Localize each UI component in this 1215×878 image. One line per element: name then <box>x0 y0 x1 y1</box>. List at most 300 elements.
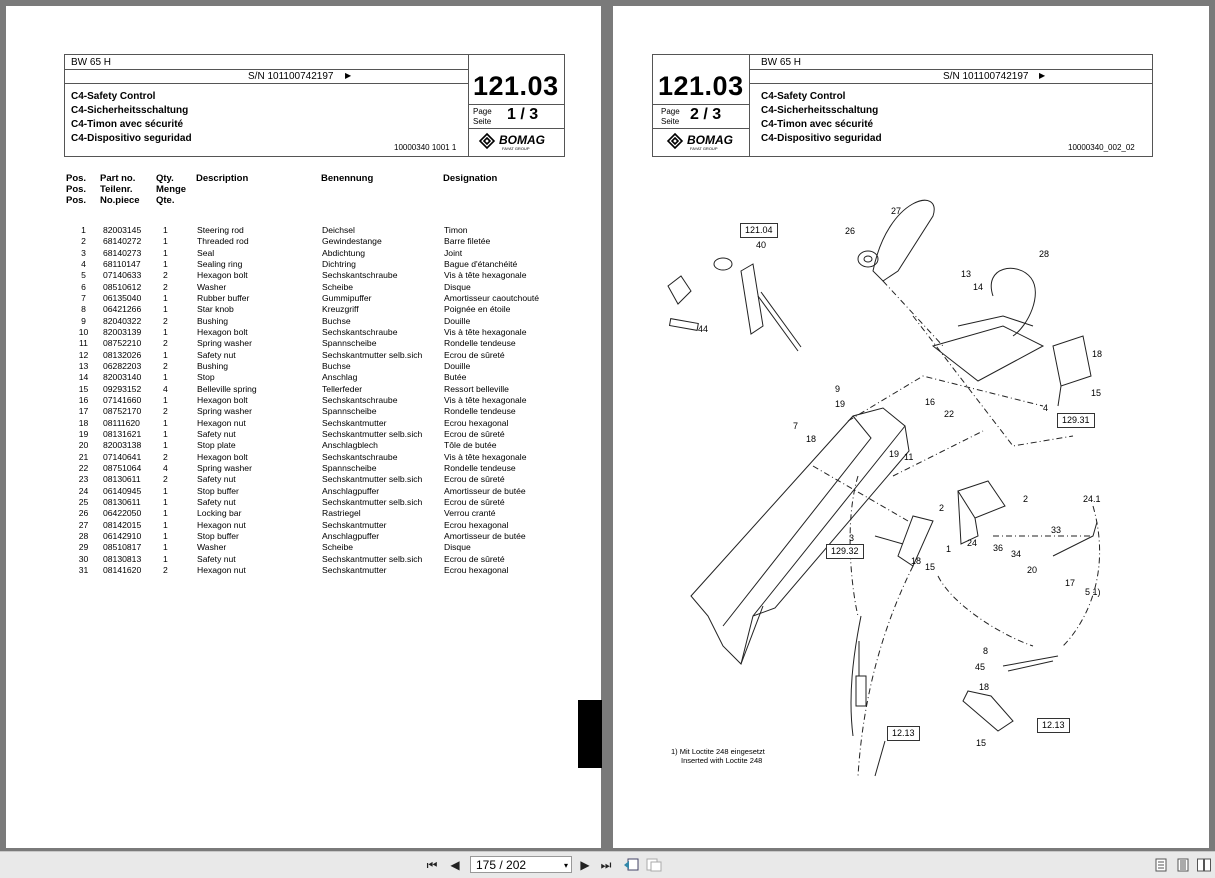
cell-qty: 2 <box>163 281 168 292</box>
cell-description: Hexagon bolt <box>197 270 248 281</box>
left-title-de: C4-Sicherheitsschaltung <box>71 105 189 116</box>
cell-part-no: 82040322 <box>103 315 142 326</box>
table-row[interactable] <box>64 520 539 531</box>
cell-designation: Rondelle tendeuse <box>444 406 516 417</box>
cell-pos: 28 <box>78 530 89 541</box>
table-row[interactable] <box>64 304 539 315</box>
cell-benennung: Anschlag <box>322 372 358 383</box>
cell-designation: Ressort belleville <box>444 383 509 394</box>
cell-benennung: Buchse <box>322 315 351 326</box>
cell-description: Steering rod <box>197 225 244 235</box>
cell-qty: 1 <box>163 247 168 258</box>
callout-number: 20 <box>1027 565 1038 575</box>
right-title-fr: C4-Timon avec sécurité <box>761 119 874 130</box>
table-row[interactable] <box>64 406 539 417</box>
cell-designation: Amortisseur de butée <box>444 485 526 496</box>
cell-qty: 4 <box>163 462 168 473</box>
cell-designation: Bague d'étanchéité <box>444 258 518 269</box>
cell-part-no: 06135040 <box>103 292 142 303</box>
cell-qty: 1 <box>163 519 168 530</box>
right-section-number: 121.03 <box>658 71 744 101</box>
cell-pos: 7 <box>81 292 86 303</box>
cell-qty: 1 <box>163 428 168 439</box>
cell-benennung: Spannscheibe <box>322 338 377 349</box>
cell-qty: 1 <box>163 417 168 428</box>
callout-number: 15 <box>976 738 987 748</box>
callout-number: 44 <box>698 324 709 334</box>
cell-description: Spring washer <box>197 406 252 417</box>
left-page <box>6 6 601 848</box>
parts-table <box>64 225 539 576</box>
callout-number: 15 <box>925 562 936 572</box>
table-row[interactable] <box>64 531 539 542</box>
single-page-view-icon[interactable] <box>1153 856 1169 874</box>
cell-benennung: Sechskantmutter selb.sich <box>322 428 423 439</box>
two-page-view-icon[interactable] <box>1196 856 1212 874</box>
cell-pos: 10 <box>78 326 89 337</box>
table-row[interactable] <box>64 338 539 349</box>
cell-benennung: Rastriegel <box>322 508 361 519</box>
callout-number: 3 <box>849 533 855 543</box>
cell-part-no: 07141660 <box>103 394 142 405</box>
page-dropdown-icon[interactable]: ▾ <box>563 861 568 870</box>
cell-designation: Barre filetée <box>444 236 491 247</box>
cell-part-no: 08142015 <box>103 519 142 530</box>
cell-qty: 2 <box>163 360 168 371</box>
cell-pos: 5 <box>81 270 86 281</box>
cell-qty: 4 <box>163 383 168 394</box>
right-title-en: C4-Safety Control <box>761 91 846 102</box>
cell-designation: Joint <box>444 247 463 258</box>
col-header-description: Description <box>196 173 249 184</box>
cell-description: Safety nut <box>197 496 236 507</box>
cell-part-no: 08131621 <box>103 428 142 439</box>
cell-pos: 12 <box>78 349 89 360</box>
cell-benennung: Sechskantschraube <box>322 451 398 462</box>
callout-number: 28 <box>1039 249 1050 259</box>
cell-benennung: Anschlagpuffer <box>322 485 380 496</box>
cell-qty: 2 <box>163 451 168 462</box>
cell-description: Safety nut <box>197 474 236 485</box>
table-row[interactable] <box>64 293 539 304</box>
table-row[interactable] <box>64 497 539 508</box>
cell-part-no: 08111620 <box>103 417 140 428</box>
cell-qty: 2 <box>163 270 168 281</box>
cell-description: Washer <box>197 542 227 553</box>
callout-number: 24 <box>967 538 978 548</box>
last-page-icon[interactable]: ⏭ <box>600 857 612 872</box>
cell-designation: Ecrou de sûreté <box>444 428 505 439</box>
cell-pos: 3 <box>81 247 86 258</box>
cell-pos: 22 <box>78 462 89 473</box>
cell-part-no: 07140633 <box>103 270 142 281</box>
table-row[interactable] <box>64 350 539 361</box>
cell-designation: Vis à tête hexagonale <box>444 270 527 281</box>
callout-number: 26 <box>845 226 856 236</box>
cell-part-no: 08752210 <box>103 338 142 349</box>
right-model: BW 65 H <box>761 57 802 68</box>
cell-benennung: Spannscheibe <box>322 406 377 417</box>
cell-benennung: Sechskantmutter selb.sich <box>322 553 423 564</box>
cell-pos: 1 <box>81 225 86 235</box>
cell-pos: 6 <box>81 281 86 292</box>
cell-pos: 26 <box>78 508 89 519</box>
left-model: BW 65 H <box>71 57 112 68</box>
callout-number: 14 <box>973 282 984 292</box>
cell-designation: Rondelle tendeuse <box>444 462 516 473</box>
cell-part-no: 82003139 <box>103 326 142 337</box>
callout-number: 45 <box>975 662 986 672</box>
viewer-toolbar <box>0 851 1215 878</box>
cell-description: Hexagon bolt <box>197 394 248 405</box>
footnote-2: Inserted with Loctite 248 <box>681 756 763 765</box>
cell-designation: Timon <box>444 225 468 235</box>
exploded-parts-drawing <box>613 176 1209 796</box>
table-row[interactable] <box>64 395 539 406</box>
cell-description: Locking bar <box>197 508 242 519</box>
cell-pos: 23 <box>78 474 89 485</box>
cell-description: Star knob <box>197 304 234 315</box>
table-row[interactable] <box>64 463 539 474</box>
cell-pos: 19 <box>78 428 89 439</box>
callout-number: 4 <box>1043 403 1049 413</box>
cell-part-no: 08141620 <box>103 564 142 575</box>
callout-number: 2 <box>939 503 945 513</box>
table-row[interactable] <box>64 508 539 519</box>
footnote-1: 1) Mit Loctite 248 eingesetzt <box>671 747 765 756</box>
cell-benennung: Sechskantschraube <box>322 394 398 405</box>
cell-benennung: Scheibe <box>322 281 354 292</box>
left-seite-label: Seite <box>473 117 492 126</box>
table-row[interactable] <box>64 474 539 485</box>
cell-designation: Verrou cranté <box>444 508 496 519</box>
right-logo-text: BOMAG <box>687 133 733 147</box>
cell-description: Stop buffer <box>197 485 239 496</box>
cell-description: Belleville spring <box>197 383 257 394</box>
callout-number: 13 <box>961 269 972 279</box>
cell-designation: Vis à tête hexagonale <box>444 451 527 462</box>
cell-designation: Rondelle tendeuse <box>444 338 516 349</box>
cell-qty: 2 <box>163 564 168 575</box>
callout-number: 15 <box>1091 388 1102 398</box>
cell-description: Sealing ring <box>197 258 243 269</box>
callout-number: 16 <box>925 397 936 407</box>
left-title-en: C4-Safety Control <box>71 91 156 102</box>
left-section-number: 121.03 <box>473 71 559 101</box>
callout-number: 8 <box>983 646 989 656</box>
cell-pos: 31 <box>78 564 89 575</box>
cell-pos: 2 <box>81 236 86 247</box>
cell-pos: 27 <box>78 519 89 530</box>
cell-benennung: Abdichtung <box>322 247 366 258</box>
cell-benennung: Deichsel <box>322 225 355 235</box>
callout-number: 18 <box>806 434 817 444</box>
table-row[interactable] <box>64 565 539 576</box>
table-row[interactable] <box>64 282 539 293</box>
table-row[interactable] <box>64 259 539 270</box>
cell-pos: 18 <box>78 417 89 428</box>
callout-number: 18 <box>911 556 922 566</box>
cell-description: Stop <box>197 372 215 383</box>
cell-part-no: 06421266 <box>103 304 142 315</box>
cell-part-no: 68110147 <box>103 258 141 269</box>
cell-description: Hexagon bolt <box>197 451 248 462</box>
table-row[interactable] <box>64 327 539 338</box>
table-row[interactable] <box>64 236 539 247</box>
right-title-es: C4-Dispositivo seguridad <box>761 133 882 144</box>
left-page-of: 1 / 3 <box>507 106 539 123</box>
callout-number: 7 <box>793 421 799 431</box>
cell-qty: 1 <box>163 372 168 383</box>
next-page-icon[interactable]: ▶ <box>580 858 590 872</box>
cell-benennung: Tellerfeder <box>322 383 363 394</box>
cell-benennung: Gummipuffer <box>322 292 372 303</box>
cell-designation: Vis à tête hexagonale <box>444 394 527 405</box>
left-serial-arrow: ▶ <box>345 71 352 80</box>
right-page-label: Page <box>661 107 680 116</box>
cell-benennung: Spannscheibe <box>322 462 377 473</box>
table-row[interactable] <box>64 372 539 383</box>
cell-benennung: Kreuzgriff <box>322 304 359 315</box>
go-back-view-icon[interactable] <box>622 856 640 874</box>
cell-designation: Ecrou de sûreté <box>444 349 505 360</box>
cell-part-no: 82003145 <box>103 225 142 235</box>
cell-part-no: 08130611 <box>103 474 141 485</box>
cell-part-no: 08130813 <box>103 553 142 564</box>
callout-number: 18 <box>979 682 990 692</box>
cell-qty: 1 <box>163 258 168 269</box>
cell-qty: 1 <box>163 553 168 564</box>
callout-number: 2 <box>1023 494 1029 504</box>
cell-description: Spring washer <box>197 462 252 473</box>
left-header-box <box>64 54 565 157</box>
table-row[interactable] <box>64 248 539 259</box>
cell-benennung: Sechskantschraube <box>322 270 398 281</box>
cell-designation: Ecrou hexagonal <box>444 564 509 575</box>
cell-qty: 1 <box>163 485 168 496</box>
cell-designation: Douille <box>444 315 471 326</box>
cell-benennung: Sechskantmutter selb.sich <box>322 496 423 507</box>
cell-designation: Ecrou de sûreté <box>444 496 505 507</box>
cell-designation: Tôle de butée <box>444 440 497 451</box>
table-row[interactable] <box>64 554 539 565</box>
table-row[interactable] <box>64 384 539 395</box>
cell-description: Hexagon nut <box>197 519 246 530</box>
left-title-fr: C4-Timon avec sécurité <box>71 119 184 130</box>
cell-designation: Ecrou hexagonal <box>444 519 509 530</box>
callout-number: 36 <box>993 543 1004 553</box>
cell-pos: 9 <box>81 315 86 326</box>
right-serial: S/N 101100742197 <box>943 71 1029 82</box>
table-row[interactable] <box>64 316 539 327</box>
cell-qty: 1 <box>163 304 168 315</box>
table-row[interactable] <box>64 361 539 372</box>
cell-qty: 2 <box>163 338 168 349</box>
cell-pos: 11 <box>79 338 88 349</box>
callout-129-31[interactable]: 129.31 <box>1057 413 1095 428</box>
cell-pos: 13 <box>78 360 89 371</box>
table-row[interactable] <box>64 418 539 429</box>
cell-qty: 1 <box>163 496 168 507</box>
table-row[interactable] <box>64 270 539 281</box>
cell-part-no: 07140641 <box>103 451 142 462</box>
cell-description: Stop plate <box>197 440 236 451</box>
left-logo-text: BOMAG <box>499 133 545 147</box>
cell-part-no: 08132026 <box>103 349 142 360</box>
cell-part-no: 08130611 <box>103 496 141 507</box>
left-serial: S/N 101100742197 <box>248 71 334 82</box>
callout-number: 27 <box>891 206 902 216</box>
cell-designation: Butée <box>444 372 467 383</box>
cell-qty: 2 <box>163 474 168 485</box>
cell-description: Safety nut <box>197 428 236 439</box>
callout-number: 18 <box>1092 349 1103 359</box>
cell-benennung: Anschlagblech <box>322 440 378 451</box>
cell-benennung: Sechskantmutter selb.sich <box>322 474 423 485</box>
cell-part-no: 06282203 <box>103 360 142 371</box>
col-header-designation: Designation <box>443 173 498 184</box>
col-header-qty: Qty. Menge Qte. <box>156 173 187 206</box>
right-page <box>613 6 1209 848</box>
cell-benennung: Sechskantschraube <box>322 326 398 337</box>
prev-page-icon[interactable]: ◀ <box>450 858 460 872</box>
cell-designation: Poignée en étoile <box>444 304 511 315</box>
cell-designation: Douille <box>444 360 471 371</box>
callout-number: 17 <box>1065 578 1076 588</box>
cell-pos: 4 <box>81 258 86 269</box>
cell-designation: Ecrou de sûreté <box>444 553 505 564</box>
cell-benennung: Sechskantmutter <box>322 519 387 530</box>
callout-number: 9 <box>835 384 841 394</box>
left-title-es: C4-Dispositivo seguridad <box>71 133 192 144</box>
cell-pos: 24 <box>78 485 89 496</box>
col-header-pos: Pos. Pos. Pos. <box>66 173 87 206</box>
callout-number: 19 <box>889 449 900 459</box>
cell-qty: 2 <box>163 406 168 417</box>
cell-qty: 1 <box>163 236 168 247</box>
cell-designation: Ecrou de sûreté <box>444 474 505 485</box>
cell-qty: 1 <box>163 542 168 553</box>
cell-pos: 15 <box>78 383 89 394</box>
col-header-benennung: Benennung <box>321 173 374 184</box>
cell-qty: 1 <box>163 349 168 360</box>
cell-part-no: 08510612 <box>103 281 142 292</box>
cell-part-no: 08752170 <box>103 406 142 417</box>
table-row[interactable] <box>64 486 539 497</box>
cell-qty: 2 <box>163 315 168 326</box>
cell-qty: 1 <box>163 530 168 541</box>
cell-designation: Amortisseur caoutchouté <box>444 292 540 303</box>
right-logo-sub: FAYAT GROUP <box>690 146 718 151</box>
callout-121-04[interactable]: 121.04 <box>740 223 778 238</box>
cell-benennung: Buchse <box>322 360 351 371</box>
cell-designation: Amortisseur de butée <box>444 530 526 541</box>
callout-number: 24.1 <box>1083 494 1101 504</box>
callout-number: 11 <box>904 452 914 462</box>
callout-12-13-b[interactable]: 12.13 <box>1037 718 1070 733</box>
cell-description: Threaded rod <box>197 236 249 247</box>
cell-description: Washer <box>197 281 227 292</box>
right-title-de: C4-Sicherheitsschaltung <box>761 105 879 116</box>
col-header-part: Part no. Teilenr. No.piece <box>100 173 140 206</box>
cell-part-no: 82003138 <box>103 440 142 451</box>
cell-qty: 1 <box>163 394 168 405</box>
right-doc-code: 10000340_002_02 <box>1068 143 1135 152</box>
table-row[interactable] <box>64 440 539 451</box>
right-page-of: 2 / 3 <box>690 106 722 123</box>
cell-description: Bushing <box>197 315 229 326</box>
callout-number: 33 <box>1051 525 1062 535</box>
cell-designation: Disque <box>444 542 471 553</box>
cell-pos: 8 <box>81 304 86 315</box>
cell-pos: 21 <box>78 451 89 462</box>
cell-description: Spring washer <box>197 338 252 349</box>
callout-number: 1 <box>946 544 952 554</box>
cell-pos: 14 <box>78 372 89 383</box>
callout-number: 5 1) <box>1085 587 1101 597</box>
cell-benennung: Gewindestange <box>322 236 382 247</box>
cell-benennung: Scheibe <box>322 542 354 553</box>
table-row[interactable] <box>64 542 539 553</box>
go-forward-view-icon[interactable] <box>645 856 663 874</box>
callout-number: 34 <box>1011 549 1022 559</box>
callout-number: 19 <box>835 399 846 409</box>
cell-description: Seal <box>197 247 215 258</box>
cell-description: Hexagon nut <box>197 564 246 575</box>
page-edge-tab <box>578 700 602 768</box>
cell-qty: 1 <box>163 326 168 337</box>
cell-benennung: Sechskantmutter selb.sich <box>322 349 423 360</box>
cell-benennung: Dichtring <box>322 258 356 269</box>
left-doc-code: 10000340 1001 1 <box>394 143 457 152</box>
callout-number: 22 <box>944 409 955 419</box>
callout-129-32[interactable]: 129.32 <box>826 544 864 559</box>
page-number-field[interactable]: 175 / 202 ▾ <box>470 856 572 873</box>
cell-designation: Ecrou hexagonal <box>444 417 509 428</box>
cell-description: Safety nut <box>197 349 236 360</box>
right-serial-arrow: ▶ <box>1039 71 1046 80</box>
left-page-label: Page <box>473 107 492 116</box>
cell-part-no: 09293152 <box>103 383 142 394</box>
right-seite-label: Seite <box>661 117 680 126</box>
cell-description: Safety nut <box>197 553 236 564</box>
first-page-icon[interactable]: ⏮ <box>426 857 438 872</box>
table-row[interactable] <box>64 429 539 440</box>
left-logo-sub: FAYAT GROUP <box>502 146 530 151</box>
cell-benennung: Sechskantmutter <box>322 417 387 428</box>
cell-designation: Vis à tête hexagonale <box>444 326 527 337</box>
cell-description: Rubber buffer <box>197 292 250 303</box>
cell-pos: 30 <box>78 553 89 564</box>
cell-pos: 16 <box>78 394 89 405</box>
cell-designation: Disque <box>444 281 471 292</box>
cell-description: Hexagon nut <box>197 417 246 428</box>
cell-pos: 20 <box>78 440 89 451</box>
table-row[interactable] <box>64 225 539 236</box>
cell-part-no: 68140273 <box>103 247 142 258</box>
cell-description: Bushing <box>197 360 229 371</box>
cell-qty: 1 <box>163 292 168 303</box>
continuous-view-icon[interactable] <box>1175 856 1191 874</box>
cell-description: Hexagon bolt <box>197 326 248 337</box>
cell-part-no: 08510817 <box>103 542 142 553</box>
cell-qty: 1 <box>163 440 168 451</box>
cell-pos: 17 <box>78 406 89 417</box>
callout-12-13-a[interactable]: 12.13 <box>887 726 920 741</box>
table-row[interactable] <box>64 452 539 463</box>
cell-part-no: 06422050 <box>103 508 142 519</box>
cell-part-no: 06142910 <box>103 530 142 541</box>
